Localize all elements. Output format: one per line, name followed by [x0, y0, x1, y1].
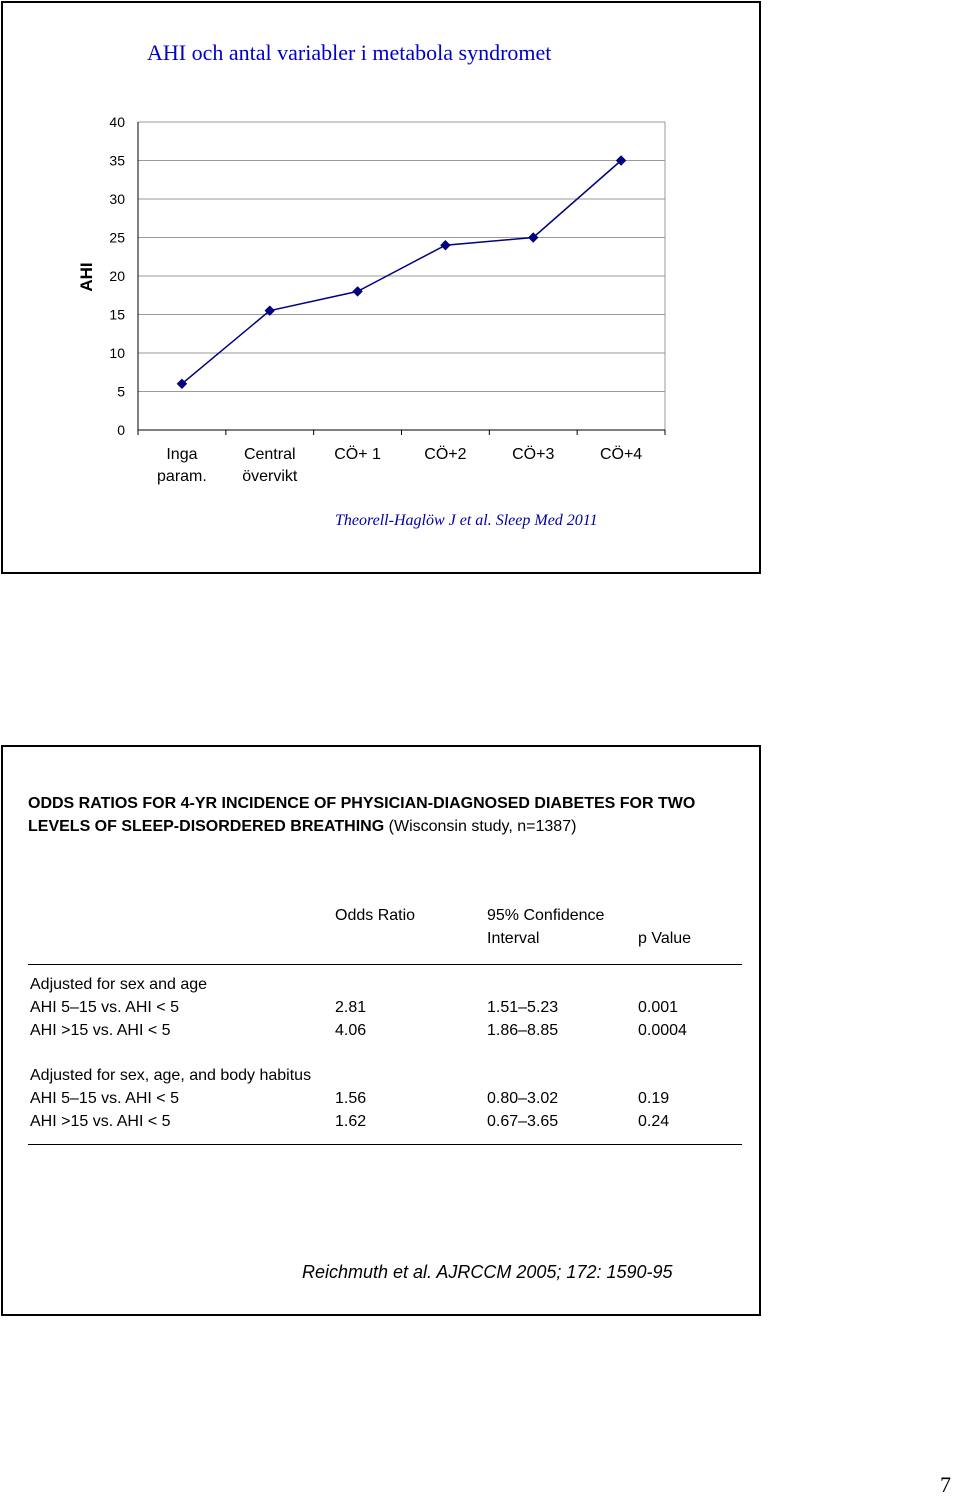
x-tick-label: CÖ+4 [599, 446, 643, 463]
table-title [28, 792, 728, 838]
row-ci: 1.86–8.85 [487, 1022, 559, 1039]
y-tick-label: 35 [109, 152, 125, 169]
y-tick-label: 30 [109, 191, 125, 207]
row-label: AHI >15 vs. AHI < 5 [30, 1022, 171, 1039]
chart-title: AHI och antal variabler i metabola syndromet [147, 40, 552, 65]
x-tick-label: param. [157, 468, 207, 485]
row-odds-ratio: 1.56 [335, 1090, 367, 1107]
row-ci: 0.67–3.65 [487, 1113, 559, 1130]
x-tick-label: Inga [166, 446, 198, 463]
y-tick-label: 5 [117, 383, 125, 400]
col-header-odds-ratio: Odds Ratio [335, 907, 416, 924]
col-header-ci-line2: Interval [487, 930, 540, 947]
row-odds-ratio: 2.81 [335, 999, 367, 1016]
x-tick-label: CÖ+3 [512, 446, 555, 463]
x-tick-label: CÖ+ 1 [334, 446, 381, 463]
citation-table: Reichmuth et al. AJRCCM 2005; 172: 1590-95 [302, 1262, 673, 1282]
x-tick-label: övervikt [242, 468, 298, 485]
row-label: AHI 5–15 vs. AHI < 5 [30, 1090, 179, 1107]
y-tick-label: 25 [109, 229, 125, 246]
series-line [182, 161, 621, 384]
x-tick-label: CÖ+2 [424, 446, 467, 463]
col-header-p-value: p Value [638, 930, 692, 947]
page-number: 7 [940, 1472, 951, 1497]
table-bottom-rule [28, 1144, 742, 1145]
y-axis-label: AHI [77, 262, 96, 292]
col-header-ci-line1: 95% Confidence [487, 907, 605, 924]
data-point-marker [441, 241, 450, 250]
row-ci: 0.80–3.02 [487, 1090, 559, 1107]
row-label: AHI >15 vs. AHI < 5 [30, 1113, 171, 1130]
row-p-value: 0.001 [638, 999, 679, 1016]
table-title-bold: ODDS RATIOS FOR 4-YR INCIDENCE OF PHYSICIAN-DIAGNOSED DIABETES FOR TWO LEVELS OF SLEEP-DISORDERED BREATHING [28, 795, 696, 835]
y-tick-label: 0 [117, 422, 125, 438]
row-ci: 1.51–5.23 [487, 999, 559, 1016]
group-label-sex-age: Adjusted for sex and age [30, 976, 208, 993]
row-odds-ratio: 1.62 [335, 1113, 367, 1130]
row-p-value: 0.19 [638, 1090, 670, 1107]
line-chart [0, 0, 960, 600]
row-odds-ratio: 4.06 [335, 1022, 367, 1039]
row-label: AHI 5–15 vs. AHI < 5 [30, 999, 179, 1016]
table-title-normal: (Wisconsin study, n=1387) [384, 818, 577, 835]
group-label-sex-age-habitus: Adjusted for sex, age, and body habitus [30, 1067, 312, 1084]
row-p-value: 0.24 [638, 1113, 670, 1130]
row-p-value: 0.0004 [638, 1022, 687, 1039]
y-tick-label: 20 [109, 268, 125, 284]
citation-chart: Theorell-Haglöw J et al. Sleep Med 2011 [335, 512, 598, 529]
data-point-marker [353, 287, 362, 296]
table-top-rule [28, 964, 742, 965]
x-tick-label: Central [243, 446, 296, 463]
y-tick-label: 40 [109, 114, 125, 130]
y-tick-label: 10 [109, 345, 125, 361]
y-tick-label: 15 [109, 306, 125, 323]
